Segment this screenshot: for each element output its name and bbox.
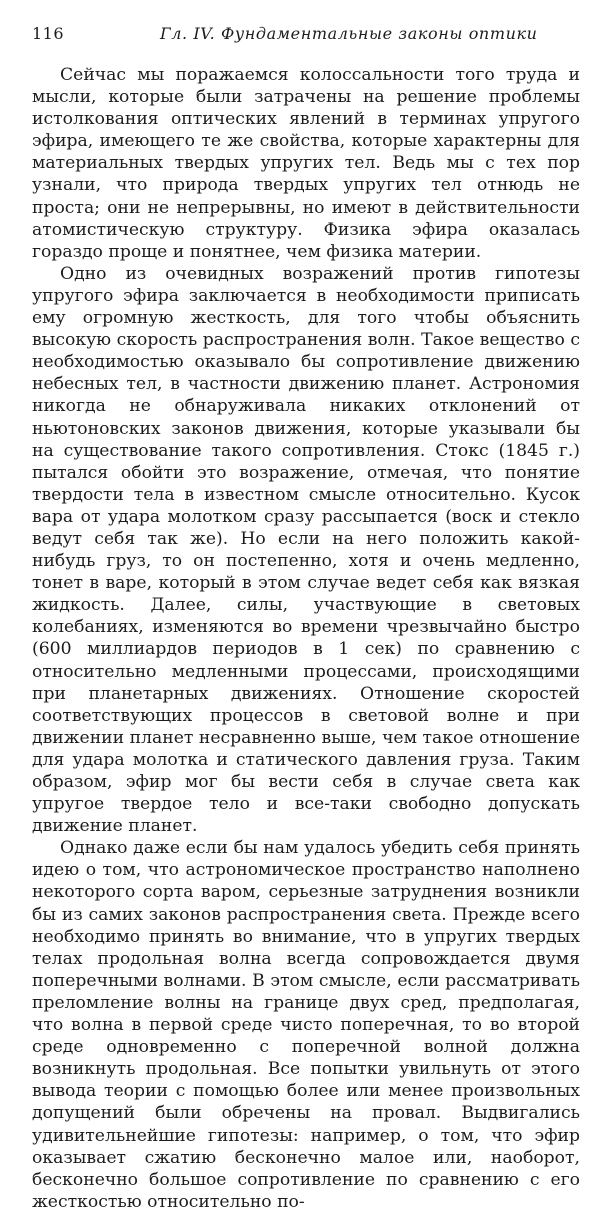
chapter-title: Гл. IV. Фундаментальные законы оптики bbox=[160, 24, 538, 43]
body-text bbox=[32, 64, 580, 1213]
page-number: 116 bbox=[32, 24, 65, 43]
paragraph-longitudinal-waves: Однако даже если бы нам удалось убедить себя принять идею о том, что астрономическое пространство наполнено некоторого сорта варом, серьезные затруднения возникли бы из самих законов распространения света. Прежде всего необходимо принять во внимание, что в упругих твердых телах продольная волна всегда сопровождается двумя поперечными волнами. В этом смысле, если рассматривать преломление волны на границе двух сред, предполагая, что волна в первой среде чисто поперечная, то во второй среде одновременно с поперечной волной должна возникнуть продольная. Все попытки увильнуть от этого вывода теории с помощью более или менее произвольных допущений были обречены на провал. Выдвигались удивительнейшие гипотезы: например, о том, что эфир оказывает сжатию бесконечно малое или, наоборот, бесконечно большое сопротивление по сравнению с его жесткостью относительно по- bbox=[32, 838, 580, 1212]
paragraph-stokes-objection: Одно из очевидных возражений против гипотезы упругого эфира заключается в необходимости приписать ему огромную жесткость, для того чтобы объяснить высокую скорость распространения волн. Такое вещество с необходимостью оказывало бы сопротивление движению небесных тел, в частности движению планет. Астрономия никогда не обнаруживала никаких отклонений от ньютоновских законов движения, которые указывали бы на существование такого сопротивления. Стокс (1845 г.) пытался обойти это возражение, отмечая, что понятие твердости тела в известном смысле относительно. Кусок вара от удара молотком сразу рассыпается (воск и стекло ведут себя так же). Но если на него положить какой-нибудь груз, то он постепенно, хотя и очень медленно, тонет в варе, который в этом случае ведет себя как вязкая жидкость. Далее, силы, участвующие в световых колебаниях, изменяются во времени чрезвычайно быстро (600 миллиардов периодов в 1 сек) по сравнению с относительно медленными процессами, происходящими при планетарных движениях. Отношение скоростей соответствующих процессов в световой волне и при движении планет несравненно выше, чем такое отношение для удара молотка и статического давления груза. Таким образом, эфир мог бы вести себя в случае света как упругое твердое тело и все-таки свободно допускать движение планет. bbox=[32, 263, 580, 837]
paragraph-stiffness-of-ether: Сейчас мы поражаемся колоссальности того труда и мысли, которые были затрачены на решение проблемы истолкования оптических явлений в терминах упругого эфира, имеющего те же свойства, которые характерны для материальных твердых упругих тел. Ведь мы с тех пор узнали, что природа твердых упругих тел отнюдь не проста; они не непрерывны, но имеют в действительности атомистическую структуру. Физика эфира оказалась гораздо проще и понятнее, чем физика материи. bbox=[32, 65, 580, 262]
running-header bbox=[32, 24, 580, 48]
